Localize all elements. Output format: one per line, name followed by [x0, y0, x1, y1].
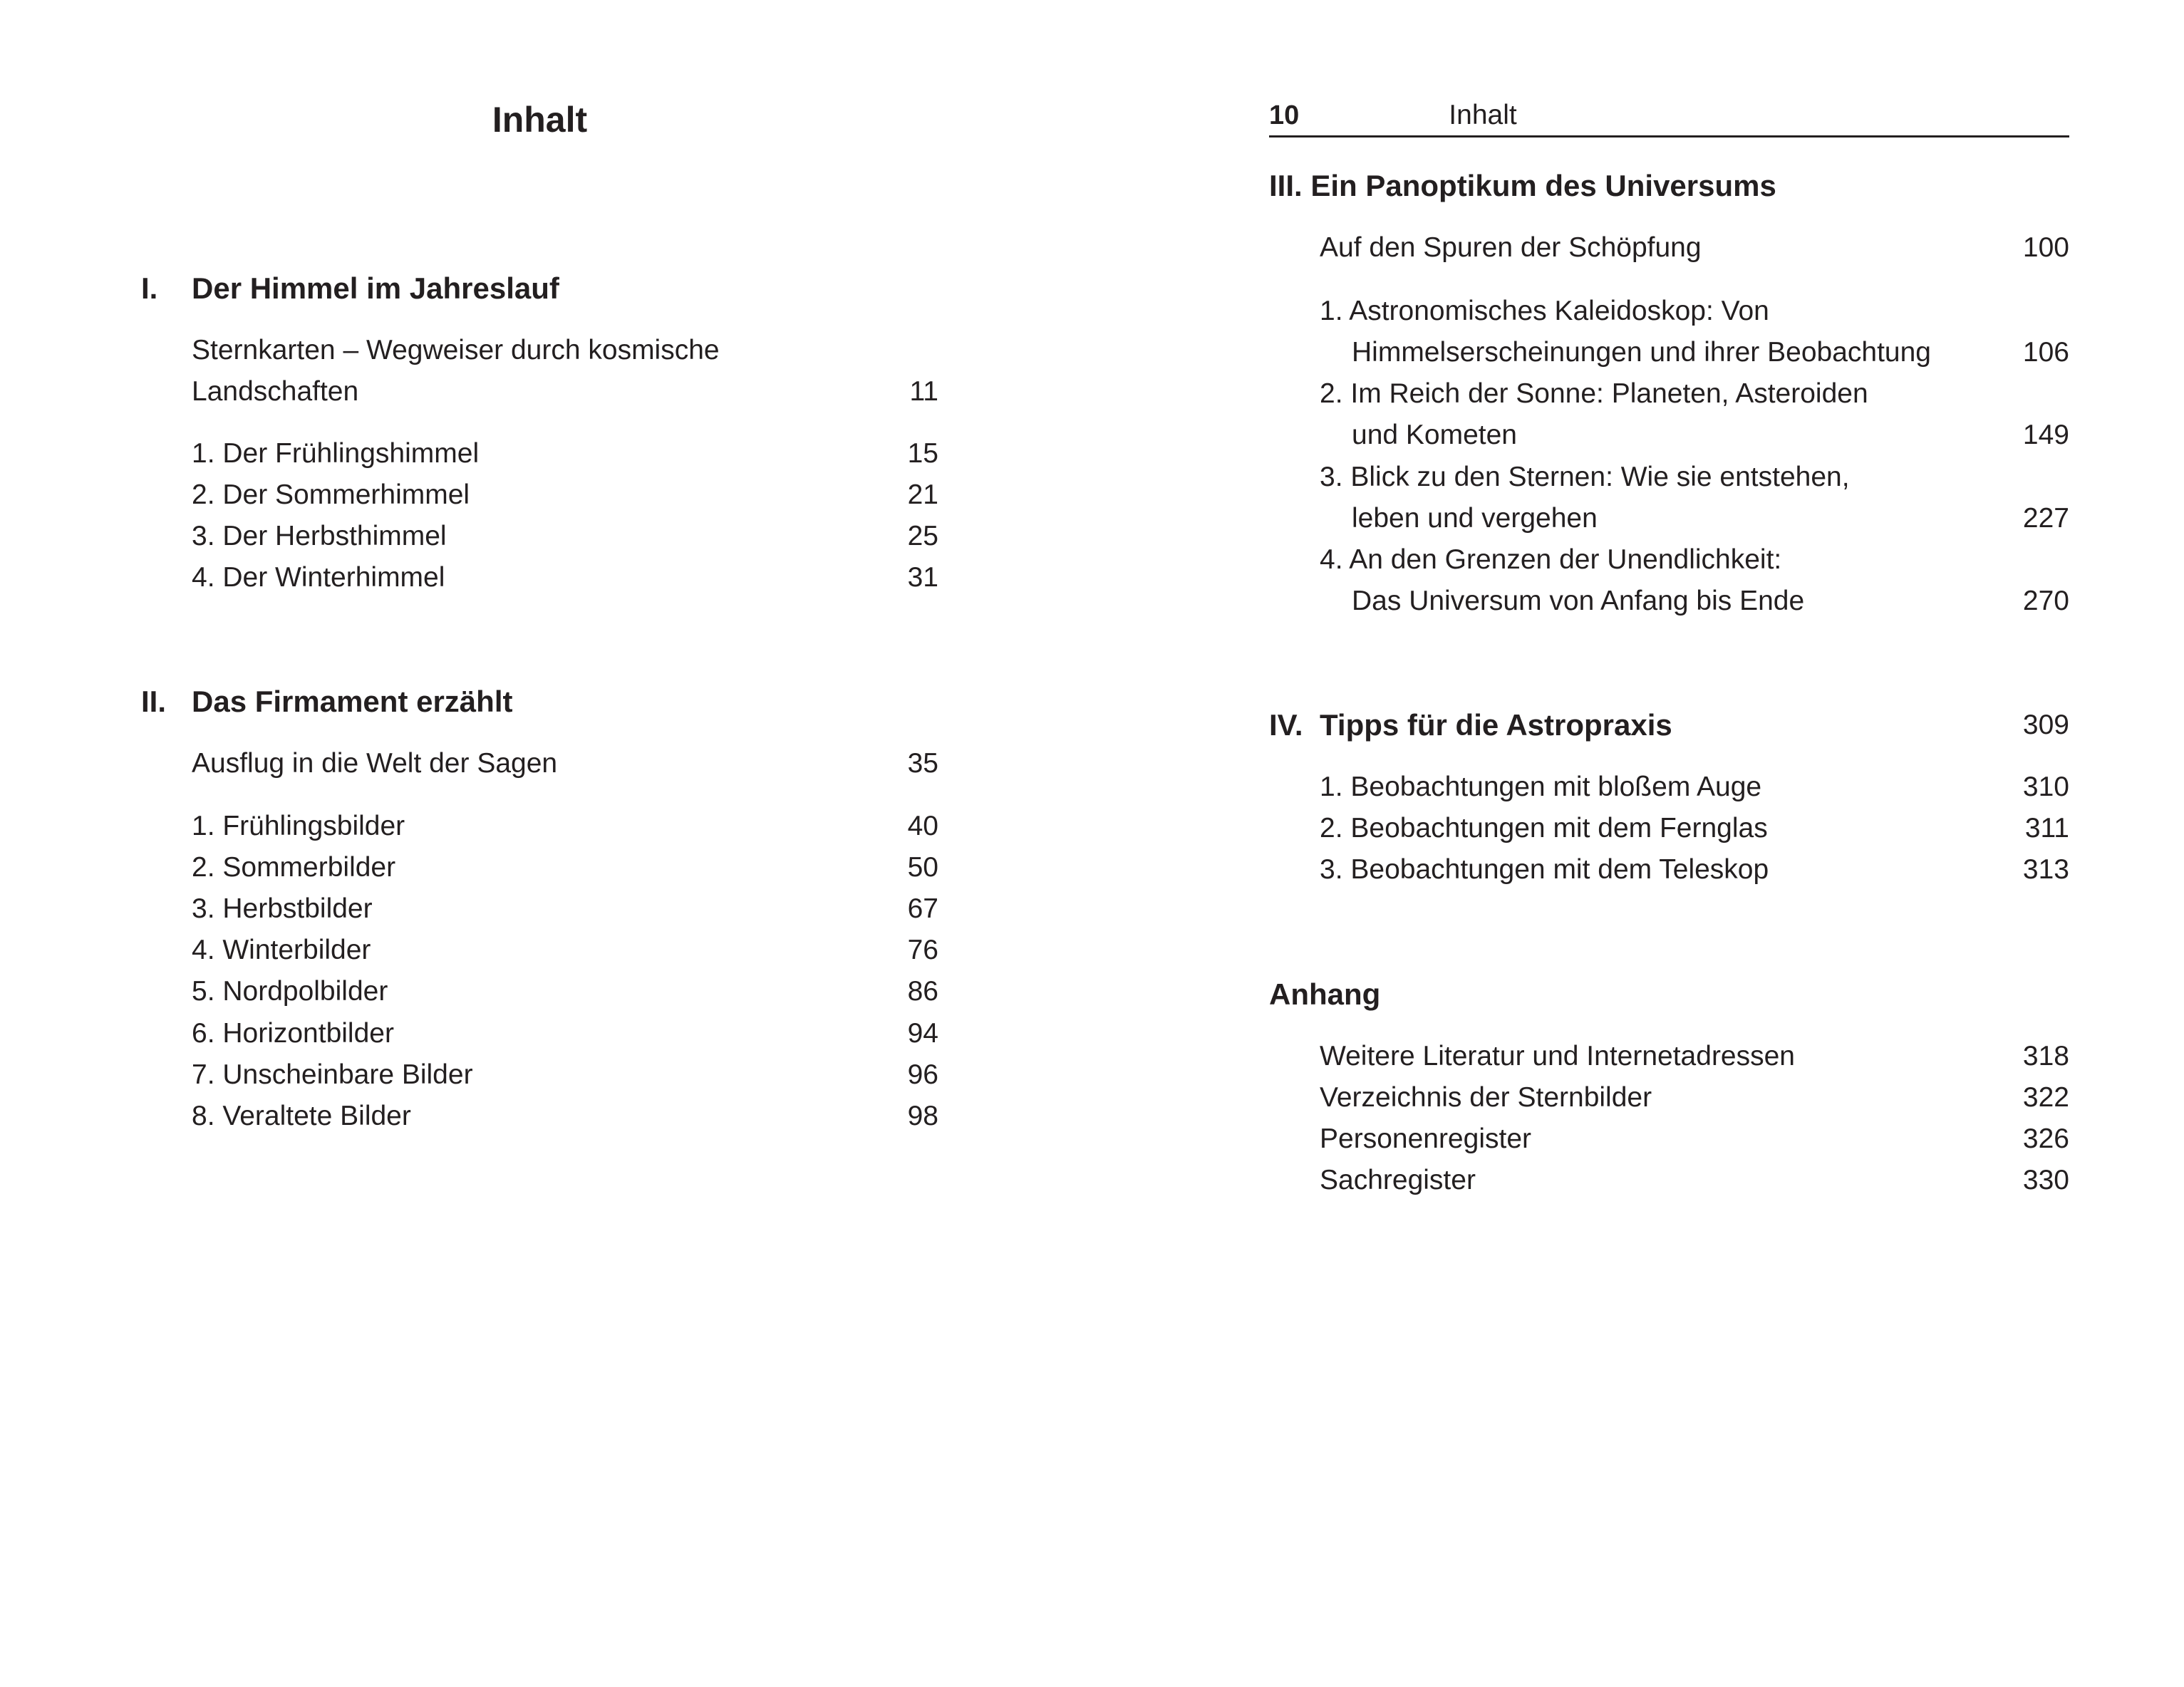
- entry-text: Personenregister: [1320, 1123, 1531, 1154]
- entry-text: 6. Horizontbilder: [192, 1017, 394, 1049]
- section-title: Das Firmament erzählt: [192, 685, 513, 718]
- section-number: I.: [141, 271, 158, 305]
- toc-entry[interactable]: 2. Im Reich der Sonne: Planeten, Asteroiden: [1320, 378, 1868, 410]
- entry-text: Himmelserscheinungen und ihrer Beobachtung: [1352, 337, 1931, 368]
- toc-entry-continuation[interactable]: [1320, 415, 2069, 456]
- page-number: 50: [907, 852, 938, 883]
- running-header: [1269, 95, 2069, 136]
- entry-text: Das Universum von Anfang bis Ende: [1352, 585, 1805, 616]
- page-number: 149: [2022, 420, 2069, 451]
- toc-entry[interactable]: [1320, 1118, 2069, 1160]
- entry-text: 4. Der Winterhimmel: [192, 562, 445, 593]
- entry-text: 7. Unscheinbare Bilder: [192, 1059, 473, 1090]
- page-title: Inhalt: [492, 100, 588, 140]
- toc-entry[interactable]: [1320, 1036, 2069, 1077]
- page-number: 309: [2022, 710, 2069, 740]
- entry-text: 2. Der Sommerhimmel: [192, 479, 470, 510]
- toc-entry[interactable]: [192, 971, 938, 1012]
- entry-text: Ausflug in die Welt der Sagen: [192, 748, 558, 779]
- entry-text: 5. Nordpolbilder: [192, 976, 388, 1007]
- header-rule: [1269, 135, 2069, 137]
- page-number: 25: [907, 521, 938, 551]
- toc-entry[interactable]: [192, 743, 938, 784]
- entry-text: 1. Beobachtungen mit bloßem Auge: [1320, 772, 1762, 802]
- page-number: 11: [909, 376, 938, 407]
- toc-entry[interactable]: [1320, 227, 2069, 269]
- page-number: 10: [1269, 100, 1300, 130]
- toc-entry[interactable]: [1320, 808, 2069, 849]
- section-number: II.: [141, 685, 167, 718]
- page-number: 322: [2022, 1082, 2069, 1113]
- page-number: 106: [2022, 337, 2069, 368]
- toc-entry[interactable]: Sternkarten – Wegweiser durch kosmische: [192, 335, 720, 365]
- toc-entry[interactable]: [192, 1054, 938, 1096]
- section-heading: [141, 268, 938, 309]
- entry-text: 2. Beobachtungen mit dem Fernglas: [1320, 813, 1768, 844]
- toc-entry-continuation[interactable]: [1320, 498, 2069, 539]
- toc-entry[interactable]: [192, 847, 938, 888]
- section-heading: III. Ein Panoptikum des Universums: [1269, 169, 1776, 202]
- page-number: 31: [907, 562, 938, 593]
- entry-text: 3. Beobachtungen mit dem Teleskop: [1320, 854, 1769, 885]
- entry-text: 2. Sommerbilder: [192, 852, 396, 883]
- page-number: 86: [907, 976, 938, 1007]
- page-number: 311: [2024, 813, 2069, 844]
- toc-entry[interactable]: [192, 557, 938, 598]
- section-title: Tipps für die Astropraxis: [1320, 708, 1672, 742]
- toc-entry[interactable]: [192, 516, 938, 557]
- entry-text: 3. Der Herbsthimmel: [192, 521, 447, 551]
- page-number: 310: [2022, 772, 2069, 802]
- entry-text: 1. Der Frühlingshimmel: [192, 438, 480, 469]
- toc-entry[interactable]: [1320, 767, 2069, 808]
- section-number: IV.: [1269, 708, 1303, 742]
- page-number: 67: [907, 893, 938, 925]
- page-number: 326: [2022, 1123, 2069, 1154]
- section-title: Der Himmel im Jahreslauf: [192, 271, 559, 305]
- entry-text: 3. Herbstbilder: [192, 893, 373, 925]
- page-number: 15: [907, 438, 938, 469]
- toc-entry[interactable]: [192, 371, 938, 412]
- page-number: 98: [907, 1100, 938, 1131]
- entry-text: Verzeichnis der Sternbilder: [1320, 1082, 1652, 1113]
- entry-text: Auf den Spuren der Schöpfung: [1320, 232, 1702, 263]
- toc-entry[interactable]: [192, 474, 938, 516]
- entry-text: Landschaften: [192, 376, 359, 407]
- running-head: Inhalt: [1449, 100, 1517, 130]
- toc-entry[interactable]: [192, 888, 938, 930]
- section-heading: [1269, 705, 2069, 746]
- entry-text: 1. Frühlingsbilder: [192, 811, 405, 841]
- toc-entry[interactable]: [1320, 1077, 2069, 1118]
- page-number: 330: [2022, 1165, 2069, 1195]
- entry-text: Weitere Literatur und Internetadressen: [1320, 1041, 1795, 1071]
- toc-entry[interactable]: [192, 930, 938, 971]
- toc-entry[interactable]: [1320, 849, 2069, 891]
- toc-entry-continuation[interactable]: [1320, 581, 2069, 622]
- section-heading: [141, 681, 938, 722]
- page-number: 96: [907, 1059, 938, 1090]
- page-number: 76: [907, 935, 938, 966]
- toc-entry[interactable]: [192, 1096, 938, 1137]
- toc-entry-continuation[interactable]: [1320, 332, 2069, 373]
- toc-entry[interactable]: [192, 1013, 938, 1054]
- page-number: 313: [2022, 854, 2069, 885]
- page-number: 227: [2022, 502, 2069, 534]
- toc-entry[interactable]: [192, 806, 938, 847]
- toc-entry[interactable]: 3. Blick zu den Sternen: Wie sie entstehen,: [1320, 461, 1850, 492]
- page-number: 35: [907, 748, 938, 779]
- entry-text: leben und vergehen: [1352, 502, 1598, 534]
- page-number: 100: [2022, 232, 2069, 263]
- toc-entry[interactable]: [1320, 1160, 2069, 1201]
- page-number: 21: [907, 479, 938, 510]
- entry-text: 8. Veraltete Bilder: [192, 1100, 411, 1131]
- page-number: 94: [907, 1017, 938, 1049]
- toc-entry[interactable]: [192, 433, 938, 474]
- entry-text: 4. Winterbilder: [192, 935, 371, 966]
- entry-text: und Kometen: [1352, 420, 1518, 451]
- section-heading: Anhang: [1269, 977, 1381, 1011]
- toc-entry[interactable]: 1. Astronomisches Kaleidoskop: Von: [1320, 296, 1769, 326]
- page-number: 318: [2022, 1041, 2069, 1071]
- page-number: 270: [2022, 585, 2069, 616]
- page-number: 40: [907, 811, 938, 841]
- toc-entry[interactable]: 4. An den Grenzen der Unendlichkeit:: [1320, 544, 1782, 575]
- entry-text: Sachregister: [1320, 1165, 1476, 1195]
